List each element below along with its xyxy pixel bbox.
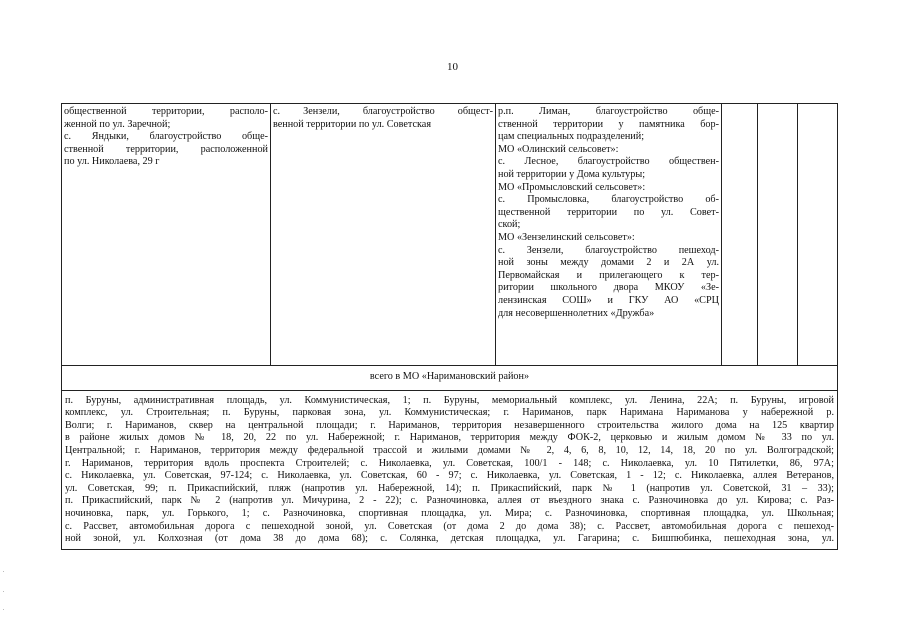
document-table (61, 103, 838, 550)
summary-label: всего в МО «Наримановский район» (62, 366, 838, 391)
list-text-line: Центральной; г. Нариманов, территория между федеральной трассой и жилыми домами № 2, 4, 6, 8, 10, 12, 14, 18, 20 по ул. Волгоградской; (65, 444, 834, 456)
cell-text-line: щественной территории по ул. Совет- (498, 206, 719, 218)
list-text-line: п. Прикаспийский, парк № 2 (напротив ул. Мичурина, 2 - 22); с. Разночиновка, аллея от въездного знака с. Разночиновка до ул. Кирова; с. Раз- (65, 495, 834, 507)
list-text-line: ул. Советская, 99; п. Прикаспийский, пляж (напротив ул. Набережной, 14); п. Прикаспийский, парк № 1 (напротив ул. Советской, 31 – 33); (65, 482, 834, 494)
cell-text-line: р.п. Лиман, благоустройство обще- (498, 106, 719, 117)
cell-text-line: МО «Олинский сельсовет»: (498, 143, 619, 155)
cell-text-line: МО «Зензелинский сельсовет»: (498, 231, 635, 243)
cell-text-line: лензинская СОШ» и ГКУ АО «СРЦ (498, 294, 719, 306)
cell-text-line: ской; (498, 219, 521, 231)
table-cell-territories-col3 (496, 104, 722, 366)
cell-text-line: общественной территории, располо- (64, 106, 268, 117)
cell-text-line: с. Яндыки, благоустройство обще- (64, 131, 268, 143)
scan-speck (3, 609, 4, 610)
territory-list-cell (62, 390, 838, 549)
table-row-territory-list (62, 390, 838, 549)
table-cell-territories-col1 (62, 104, 271, 366)
list-text-line: с. Рассвет, автомобильная дорога с пешеходной зоной, ул. Советская (от дома 2 до дома 38); с. Рассвет, автомобильная дорога с пешеход- (65, 520, 834, 532)
cell-text-line: ной зоны между домами 2 и 2А ул. (498, 257, 719, 269)
cell-text-line: с. Зензели, благоустройство общест- (273, 106, 493, 117)
table-cell-territories-col2 (271, 104, 496, 366)
cell-text-line: цам специальных подразделений; (498, 131, 645, 143)
cell-text-line: с. Промысловка, благоустройство об- (498, 194, 719, 206)
scan-speck (3, 571, 4, 572)
list-text-line: с. Николаевка, ул. Советская, 97-124; с. Николаевка, ул. Советская, 60 - 97; с. Николаевка, ул. Советская, 1 - 12; с. Николаевка, аллея Ветеранов, (65, 470, 834, 482)
cell-text-line: венной территории по ул. Советская (273, 118, 432, 130)
page-number: 10 (447, 61, 458, 73)
cell-text-line: женной по ул. Заречной; (64, 118, 171, 130)
list-text-line: г. Нариманов, территория вдоль проспекта Строителей; с. Николаевка, ул. Советская, 100/1 - 148; с. Николаевка, ул. 10 Пятилетки, 86, 97А; (65, 457, 834, 469)
table-row-summary (62, 366, 838, 391)
scan-speck (3, 591, 4, 592)
list-text-line: Волги; г. Нариманов, сквер на центральной площади; г. Нариманов, территория незавершенного строительства жилого дома на 125 квартир (65, 419, 834, 431)
table-row (62, 104, 838, 366)
list-text-line: в районе жилых домов № 18, 20, 22 по ул. Набережной; г. Нариманов, территория между ФОК-2, церковью и жилым домом № 33 по ул. (65, 432, 834, 444)
list-text-line: ночиновка, парк, ул. Горького, 1; с. Разночиновка, спортивная площадка, ул. Мира; с. Разночиновка, спортивная площадка, ул. Школьная; (65, 507, 834, 519)
table-cell-empty (722, 104, 758, 366)
cell-text-line: Первомайская и прилегающего к тер- (498, 269, 719, 281)
table-cell-empty (798, 104, 838, 366)
cell-text-line: по ул. Николаева, 29 г (64, 156, 160, 168)
cell-text-line: для несовершеннолетних «Дружба» (498, 307, 655, 319)
list-text-line: п. Буруны, административная площадь, ул. Коммунистическая, 1; п. Буруны, мемориальный комплекс, ул. Ленина, 22А; п. Буруны, игровой (65, 394, 834, 406)
cell-text-line: ственной территории, расположенной (64, 143, 268, 155)
table-cell-empty (758, 104, 798, 366)
cell-text-line: ной территории у Дома культуры; (498, 168, 646, 180)
list-text-line: комплекс, ул. Строительная; п. Буруны, парковая зона, ул. Коммунистическая; г. Нариманов, парк Наримана Нариманова у набережной р. (65, 407, 834, 419)
cell-text-line: с. Лесное, благоустройство обществен- (498, 156, 719, 168)
cell-text-line: МО «Промысловский сельсовет»: (498, 181, 646, 193)
list-text-line: ной зоной, ул. Колхозная (от дома 38 до дома 68); с. Солянка, детская площадка, ул. Гагарина; с. Бишпюбинка, пешеходная зона, ул. (65, 533, 834, 545)
cell-text-line: ственной территории у памятника бор- (498, 118, 719, 130)
cell-text-line: ритории школьного двора МКОУ «Зе- (498, 282, 719, 294)
cell-text-line: с. Зензели, благоустройство пешеход- (498, 244, 719, 256)
